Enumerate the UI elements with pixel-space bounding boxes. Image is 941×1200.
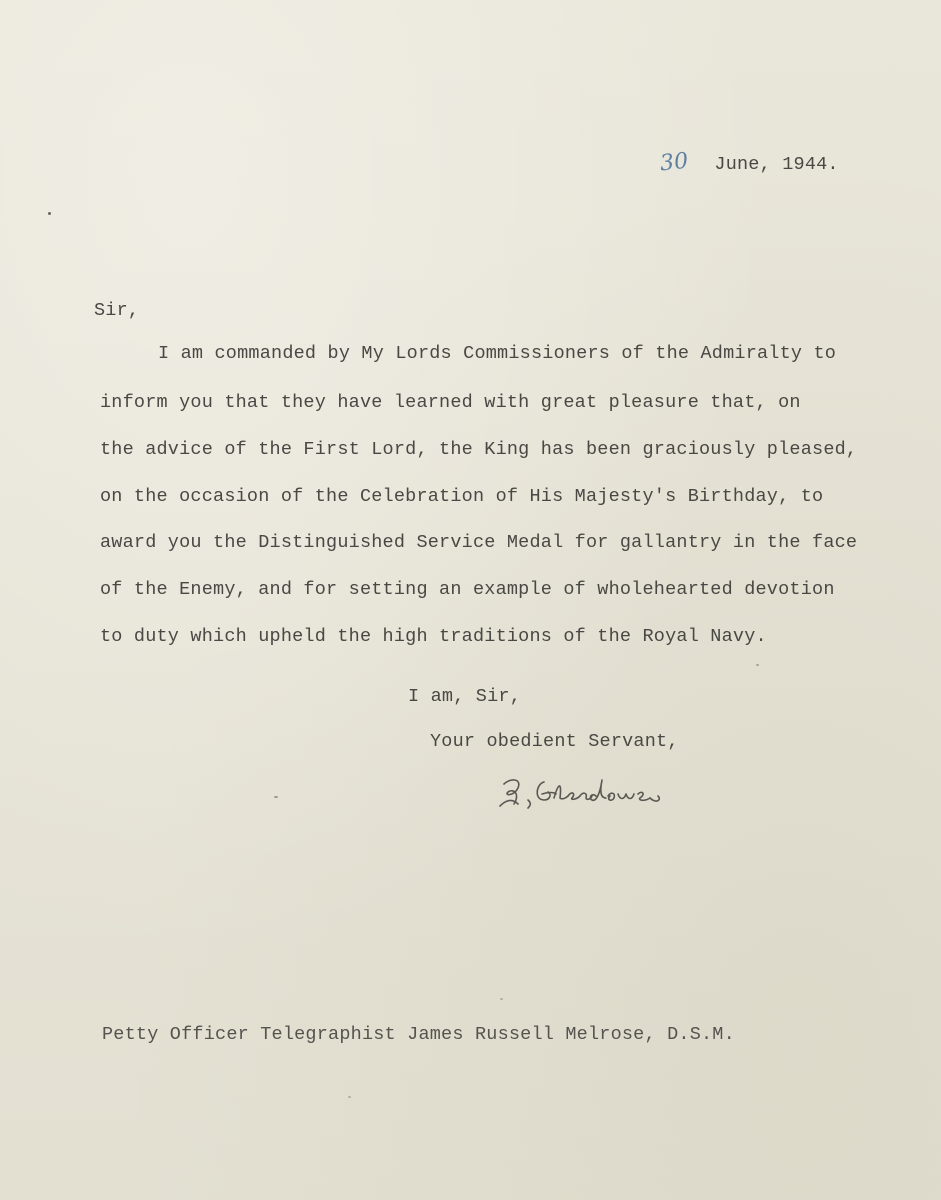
- body-line: of the Enemy, and for setting an example of wholehearted devotion: [100, 579, 835, 600]
- body-line: on the occasion of the Celebration of His Majesty's Birthday, to: [100, 486, 824, 507]
- date-text: June, 1944.: [714, 154, 839, 175]
- letter-date: [660, 150, 839, 175]
- closing-line: I am, Sir,: [408, 686, 522, 707]
- body-line: inform you that they have learned with great pleasure that, on: [100, 392, 801, 413]
- body-line: I am commanded by My Lords Commissioners of the Admiralty to: [158, 343, 837, 364]
- body-line: to duty which upheld the high traditions of the Royal Navy.: [100, 626, 767, 647]
- recipient-line: Petty Officer Telegraphist James Russell Melrose, D.S.M.: [102, 1024, 735, 1045]
- body-line: the advice of the First Lord, the King has been graciously pleased,: [100, 439, 858, 460]
- paper-speck: [500, 998, 503, 1000]
- body-line: award you the Distinguished Service Medal for gallantry in the face: [100, 532, 858, 553]
- paper-speck: [348, 1096, 351, 1098]
- paper-speck: [274, 796, 278, 798]
- paper-speck: [48, 212, 51, 215]
- paper-speck: [756, 664, 759, 666]
- closing-line: Your obedient Servant,: [430, 731, 679, 752]
- salutation: Sir,: [94, 300, 140, 321]
- handwritten-date-day: 30: [658, 148, 690, 177]
- handwritten-signature: [492, 770, 692, 820]
